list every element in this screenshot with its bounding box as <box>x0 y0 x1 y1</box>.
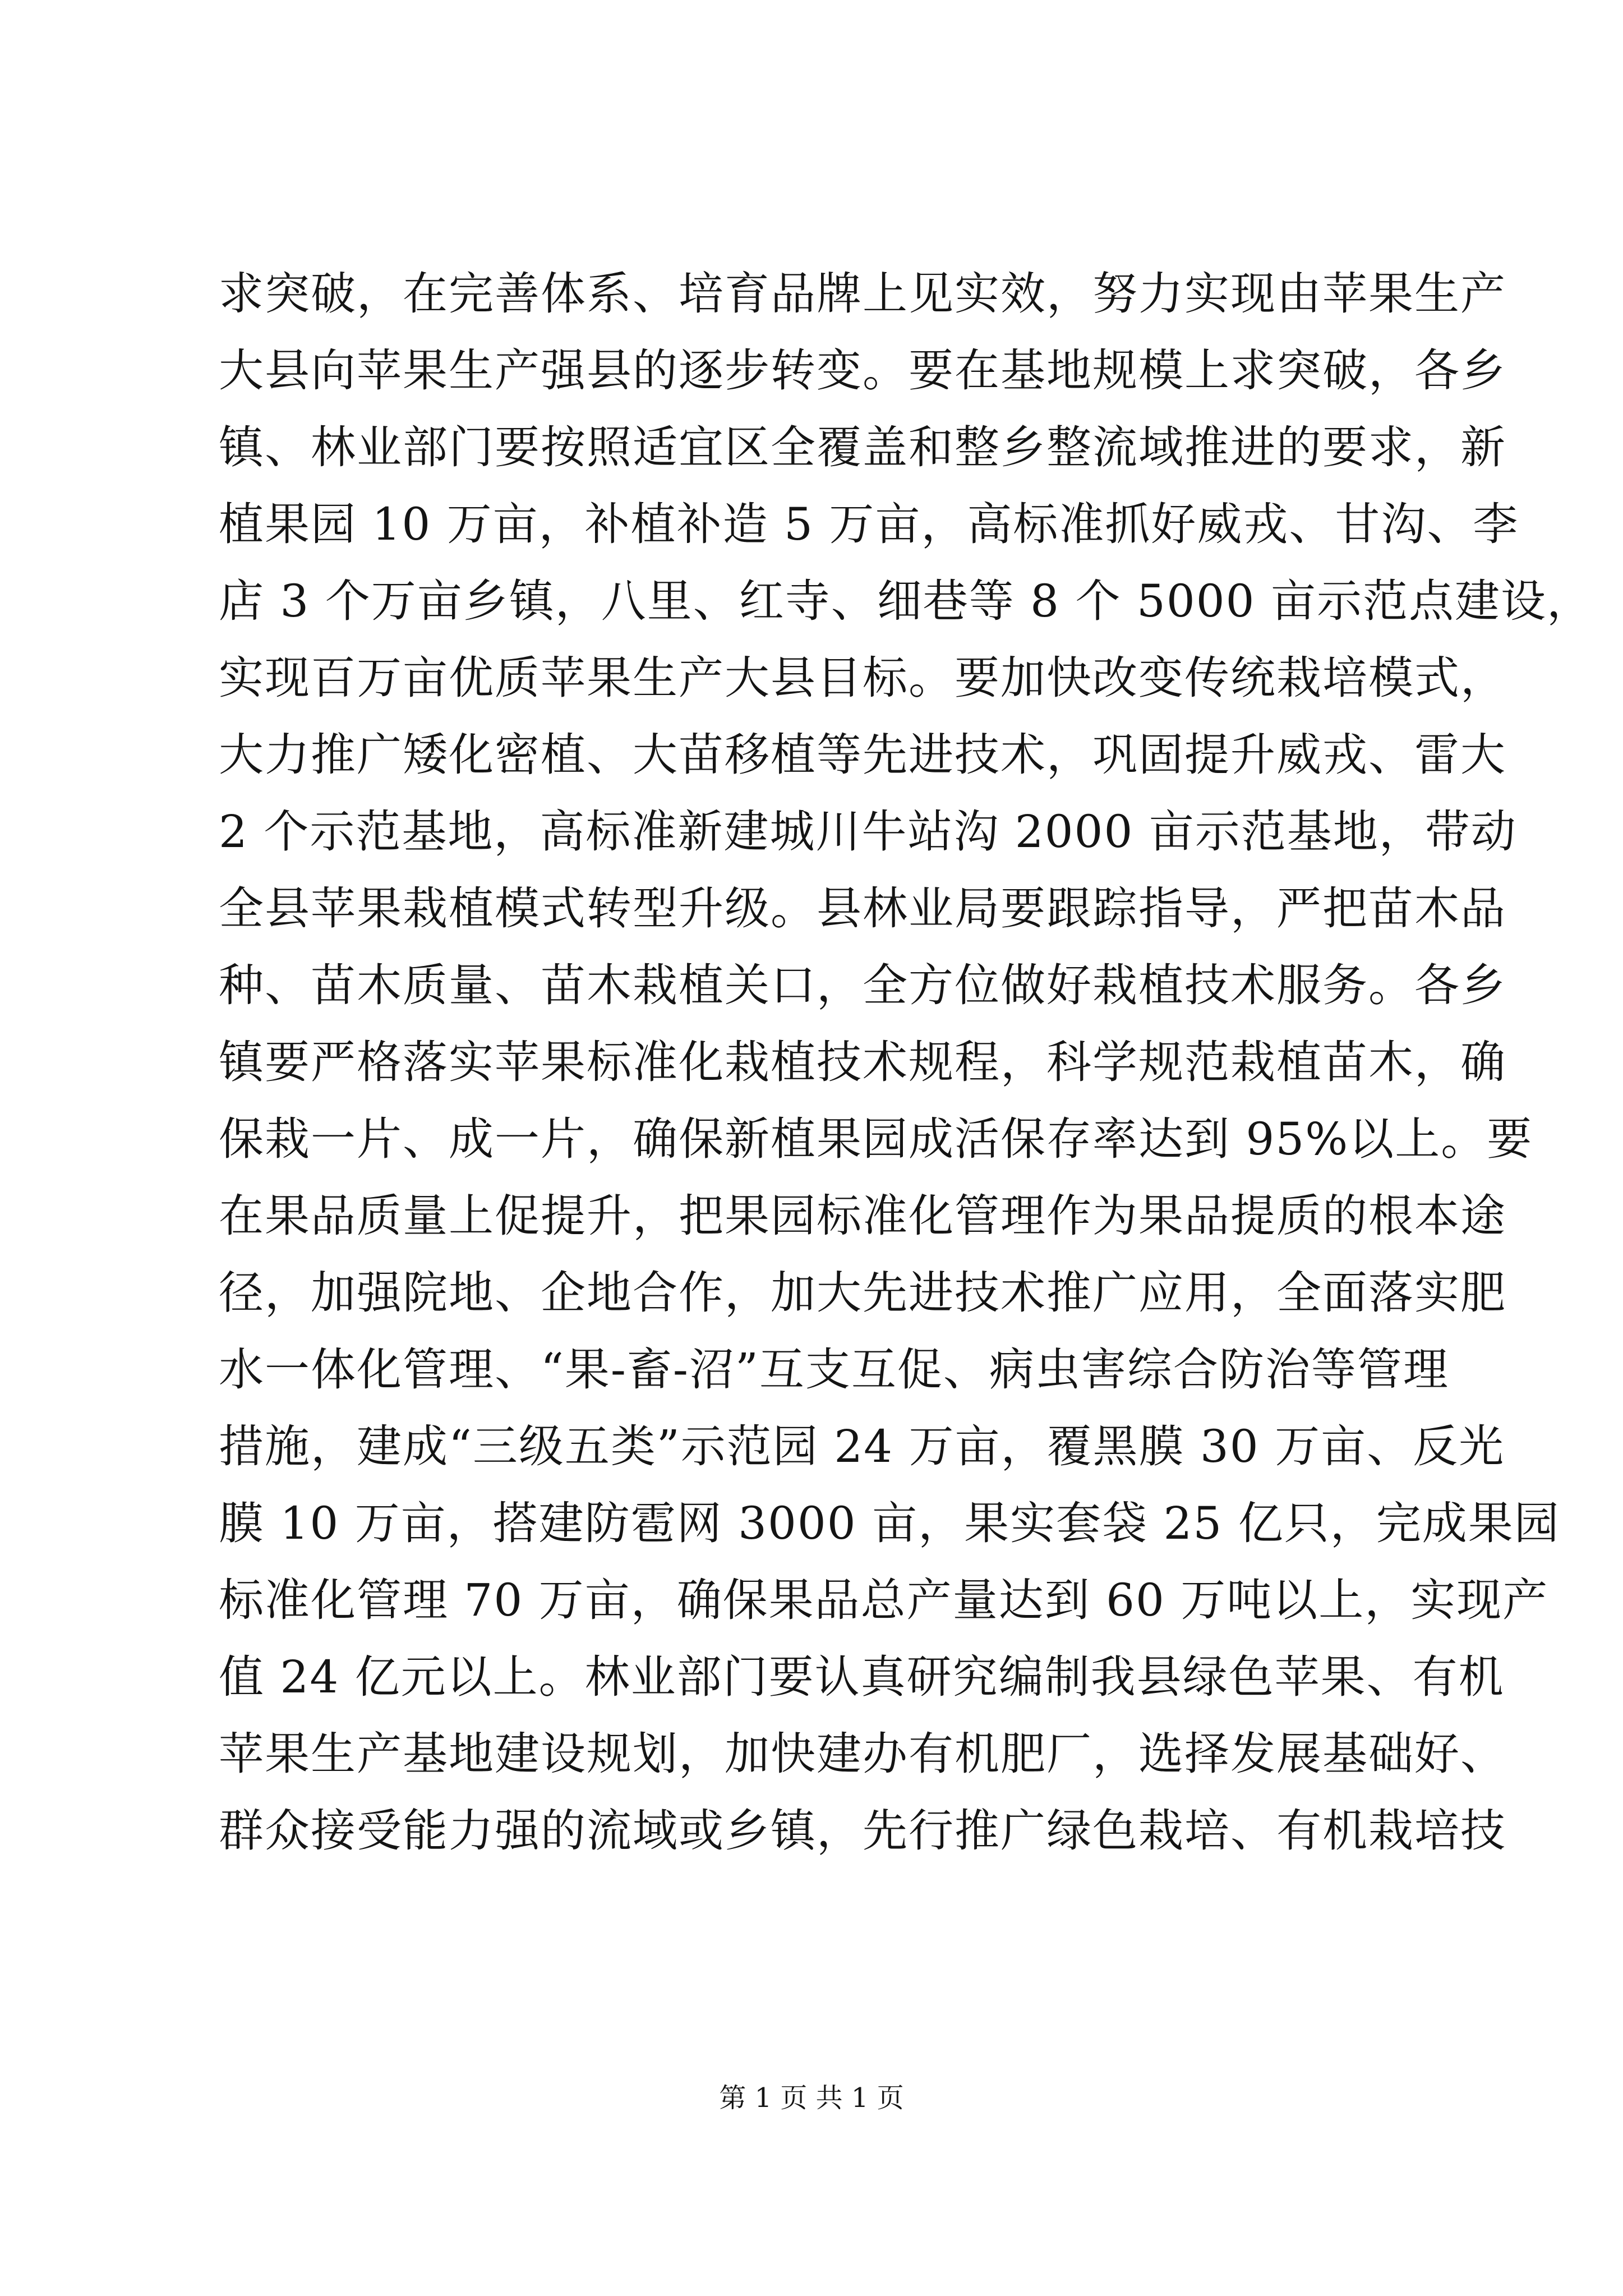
text-line: 镇要严格落实苹果标准化栽植技术规程，科学规范栽植苗木，确 <box>219 1036 1506 1088</box>
text-line: 值 24 亿元以上。林业部门要认真研究编制我县绿色苹果、有机 <box>219 1651 1505 1703</box>
text-line: 保栽一片、成一片，确保新植果园成活保存率达到 95%以上。要 <box>219 1113 1533 1165</box>
text-line: 求突破，在完善体系、培育品牌上见实效，努力实现由苹果生产 <box>219 268 1506 320</box>
text-line: 2 个示范基地，高标准新建城川牛站沟 2000 亩示范基地，带动 <box>219 806 1517 858</box>
body-text <box>219 255 1593 1869</box>
text-line: 群众接受能力强的流域或乡镇，先行推广绿色栽培、有机栽培技 <box>219 1805 1506 1857</box>
text-line: 大力推广矮化密植、大苗移植等先进技术，巩固提升威戎、雷大 <box>219 729 1506 781</box>
text-line: 苹果生产基地建设规划，加快建办有机肥厂，选择发展基础好、 <box>219 1728 1506 1780</box>
text-line: 种、苗木质量、苗木栽植关口，全方位做好栽植技术服务。各乡 <box>219 959 1506 1011</box>
text-line: 大县向苹果生产强县的逐步转变。要在基地规模上求突破，各乡 <box>219 344 1506 397</box>
text-line: 标准化管理 70 万亩，确保果品总产量达到 60 万吨以上，实现产 <box>219 1574 1549 1626</box>
text-line: 植果园 10 万亩，补植补造 5 万亩，高标准抓好威戎、甘沟、李 <box>219 498 1519 550</box>
text-line: 措施，建成“三级五类”示范园 24 万亩，覆黑膜 30 万亩、反光 <box>219 1420 1505 1473</box>
text-line: 实现百万亩优质苹果生产大县目标。要加快改变传统栽培模式， <box>219 652 1506 704</box>
text-line: 在果品质量上促提升，把果园标准化管理作为果品提质的根本途 <box>219 1190 1506 1242</box>
text-line: 全县苹果栽植模式转型升级。县林业局要跟踪指导，严把苗木品 <box>219 882 1506 935</box>
text-line: 镇、林业部门要按照适宜区全覆盖和整乡整流域推进的要求，新 <box>219 421 1506 473</box>
page-footer: 第 1 页 共 1 页 <box>719 2082 904 2114</box>
text-line: 膜 10 万亩，搭建防雹网 3000 亩，果实套袋 25 亿只，完成果园 <box>219 1497 1560 1549</box>
text-line: 店 3 个万亩乡镇，八里、红寺、细巷等 8 个 5000 亩示范点建设， <box>219 575 1593 627</box>
text-line: 水一体化管理、“果-畜-沼”互支互促、病虫害综合防治等管理 <box>219 1343 1449 1396</box>
text-line: 径，加强院地、企地合作，加大先进技术推广应用，全面落实肥 <box>219 1267 1506 1319</box>
